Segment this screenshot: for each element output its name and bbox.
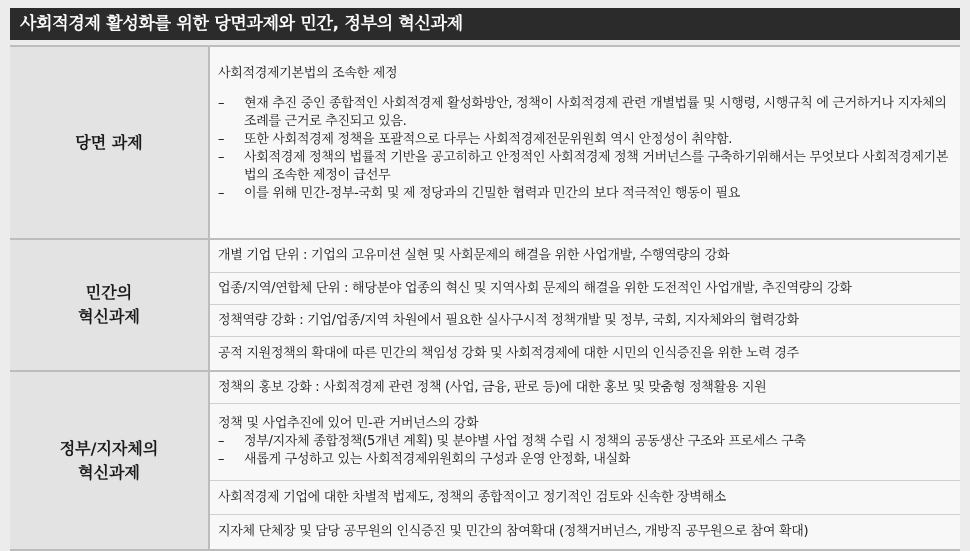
content-row: 정책역량 강화 : 기업/업종/지역 차원에서 필요한 실사구시적 정책개발 및 정부, 국회, 지자체와의 협력강화 (210, 305, 960, 337)
dash-icon: – (218, 132, 225, 147)
bullet-text: 또한 사회적경제 정책을 포괄적으로 다루는 사회적경제전문위원회 역시 안정성이 취약함. (244, 132, 733, 147)
bullet-text: 새롭게 구성하고 있는 사회적경제위원회의 구성과 운영 안정화, 내실화 (244, 452, 631, 467)
content-row: 업종/지역/연합체 단위 : 해당분야 업종의 혁신 및 지역사회 문제의 해결을 위한 도전적인 사업개발, 추진역량의 강화 (210, 273, 960, 305)
bullet-text: 정부/지자체 종합정책(5개년 계획) 및 분야별 사업 정책 수립 시 정책의 공동생산 구조와 프로세스 구축 (244, 434, 806, 449)
bullet-text: 이를 위해 민간-정부-국회 및 제 정당과의 긴밀한 협력과 민간의 보다 적극적인 행동이 필요 (244, 186, 741, 201)
dash-icon: – (218, 150, 225, 165)
content-block (210, 404, 960, 481)
content-row: 지자체 단체장 및 담당 공무원의 인식증진 및 민간의 참여확대 (정책거버넌스, 개방직 공무원으로 참여 확대) (218, 524, 809, 539)
bullet-item (218, 149, 950, 185)
section-content-current-issues (210, 47, 960, 238)
content-row: 정책의 홍보 강화 : 사회적경제 관련 정책 (사업, 금융, 판로 등)에 대한 홍보 및 맞춤형 정책활용 지원 (210, 372, 960, 404)
section-label-current-issues: 당면 과제 (10, 47, 210, 238)
bullet-item (218, 185, 950, 203)
dash-icon: – (218, 96, 225, 111)
section-current-issues (10, 47, 960, 240)
content-row: 공적 지원정책의 확대에 따른 민간의 책임성 강화 및 사회적경제에 대한 시민의 인식증진을 위한 노력 경주 (218, 345, 799, 361)
bullet-text: 현재 추진 중인 종합적인 사회적경제 활성화방안, 정책이 사회적경제 관련 개별법률 및 시행령, 시행규칙 에 근거하거나 지자체의 조례를 근거로 추진되고 있음. (244, 96, 947, 129)
section-content-government (210, 372, 960, 549)
block-heading: 사회적경제기본법의 조속한 제정 (218, 66, 398, 81)
bullet-list (218, 95, 950, 203)
section-label-private-sector: 민간의 혁신과제 (10, 240, 210, 370)
section-content-private-sector (210, 240, 960, 370)
issues-table (10, 45, 960, 551)
bullet-item (218, 95, 950, 131)
bullet-text: 사회적경제 정책의 법률적 기반을 공고히하고 안정적인 사회적경제 정책 거버넌스를 구축하기위해서는 무엇보다 사회적경제기본법의 조속한 제정이 급선무 (244, 150, 949, 183)
page-title: 사회적경제 활성화를 위한 당면과제와 민간, 정부의 혁신과제 (10, 8, 960, 40)
dash-icon: – (218, 434, 225, 449)
bullet-item (218, 451, 950, 469)
dash-icon: – (218, 452, 225, 467)
section-private-sector (10, 240, 960, 372)
bullet-item (218, 131, 950, 149)
bullet-list (218, 433, 950, 469)
section-label-government: 정부/지자체의 혁신과제 (10, 372, 210, 549)
content-row: 개별 기업 단위 : 기업의 고유미션 실현 및 사회문제의 해결을 위한 사업개발, 수행역량의 강화 (210, 240, 960, 273)
section-government (10, 372, 960, 551)
dash-icon: – (218, 186, 225, 201)
content-block (210, 47, 960, 238)
block-heading: 정책 및 사업추진에 있어 민-관 거버넌스의 강화 (218, 416, 479, 431)
bullet-item (218, 433, 950, 451)
content-row: 사회적경제 기업에 대한 차별적 법제도, 정책의 종합적이고 정기적인 검토와 신속한 장벽해소 (210, 481, 960, 515)
